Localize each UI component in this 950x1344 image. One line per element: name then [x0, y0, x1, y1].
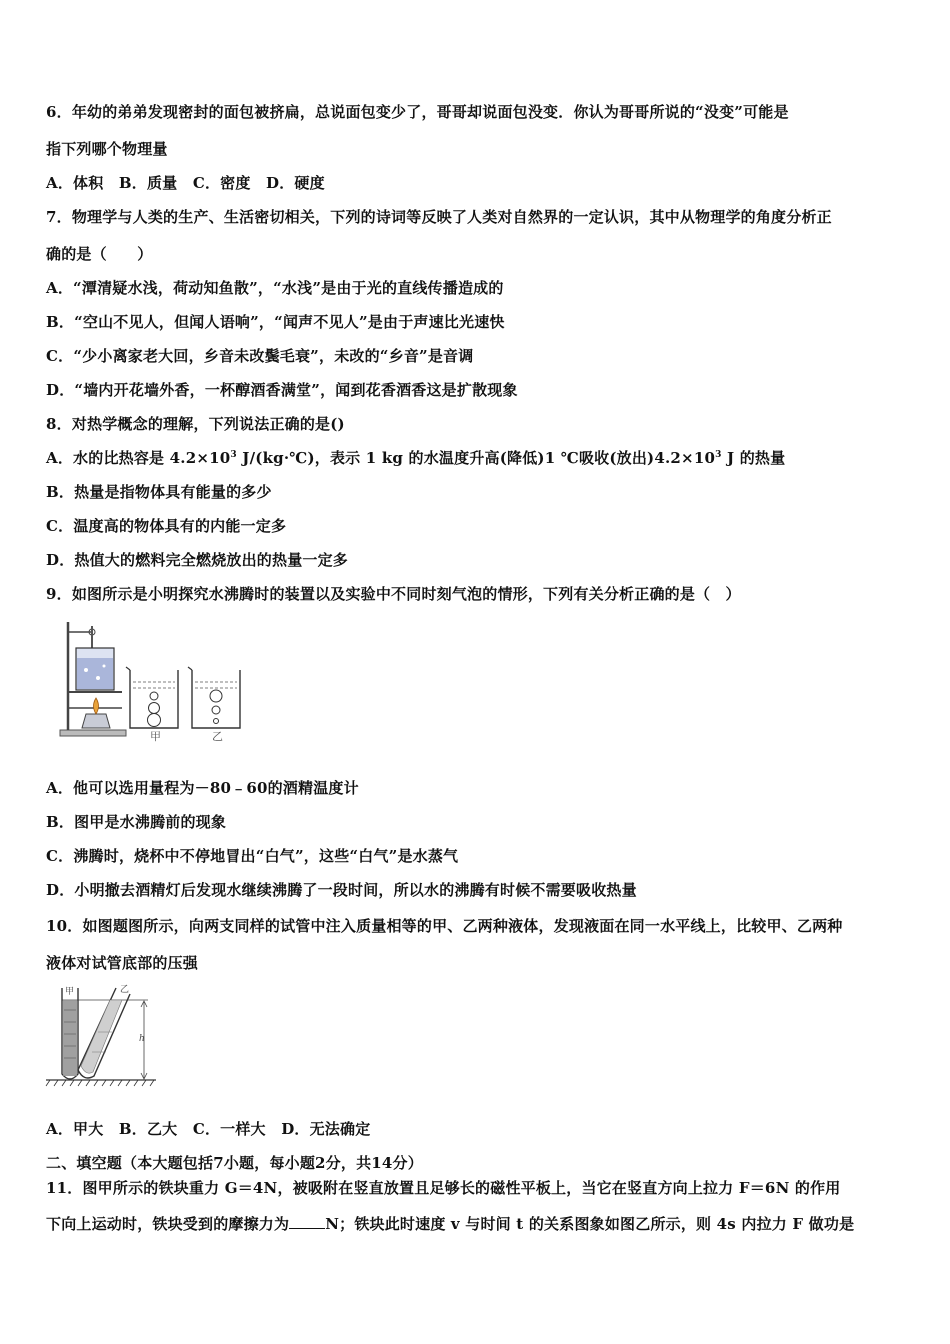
q7-option-c: C．“少小离家老大回，乡音未改鬓毛衰”，未改的“乡音”是音调 [46, 347, 474, 365]
q6-option-b: B．质量 [118, 174, 178, 192]
q9-label-yi: 乙 [212, 730, 223, 743]
q11-line2: 下向上运动时，铁块受到的摩擦力为 N；铁块此时速度 v 与时间 t 的关系图象如图乙所示，则 4s 内拉力 F 做功是 [46, 1215, 855, 1233]
q11-answer-blank[interactable] [289, 1214, 325, 1229]
q9-option-b: B．图甲是水沸腾前的现象 [46, 813, 227, 831]
q6-stem-line1: 6．年幼的弟弟发现密封的面包被挤扁，总说面包变少了，哥哥却说面包没变．你认为哥哥所说的“没变”可能是 [46, 103, 789, 121]
q8-option-b: B．热量是指物体具有能量的多少 [46, 483, 272, 501]
q9-label-jia: 甲 [150, 730, 161, 743]
q10-options [46, 1119, 380, 1139]
section2-heading: 二、填空题（本大题包括7小题，每小题2分，共14分） [46, 1154, 423, 1172]
q6-option-a: A．体积 [46, 174, 104, 192]
q6-stem-line2: 指下列哪个物理量 [46, 140, 168, 158]
q6-options [46, 173, 335, 193]
q8-option-d: D．热值大的燃料完全燃烧放出的热量一定多 [46, 551, 349, 569]
q10-label-jia: 甲 [65, 987, 75, 997]
q10-label-yi: 乙 [120, 985, 130, 995]
q10-figure-test-tubes [44, 982, 159, 1092]
q10-option-b: B．乙大 [118, 1120, 178, 1138]
q10-stem-line1: 10．如图题图所示，向两支同样的试管中注入质量相等的甲、乙两种液体，发现液面在同一水平线上，比较甲、乙两种 [46, 917, 843, 935]
q9-stem: 9．如图所示是小明探究水沸腾时的装置以及实验中不同时刻气泡的情形，下列有关分析正确的是（ ） [46, 585, 741, 603]
q11-line1: 11．图甲所示的铁块重力 G＝4N，被吸附在竖直放置且足够长的磁性平板上，当它在竖直方向上拉力 F＝6N 的作用 [46, 1179, 841, 1197]
q10-label-h: h [139, 1034, 145, 1044]
q7-option-d: D．“墙内开花墙外香，一杯醇酒香满堂”，闻到花香酒香这是扩散现象 [46, 381, 518, 399]
q8-stem: 8．对热学概念的理解，下列说法正确的是() [46, 415, 345, 433]
q8-option-c: C．温度高的物体具有的内能一定多 [46, 517, 287, 535]
q9-option-c: C．沸腾时，烧杯中不停地冒出“白气”，这些“白气”是水蒸气 [46, 847, 459, 865]
q8-option-a: A．水的比热容是 $4.2\times 10^3$ J/(kg·℃)，表示 1 kg 的水温度升高(降低)1 ℃吸收(放出)$4.2\times 10^3$ J 的热量 [46, 449, 786, 467]
q7-stem-line1: 7．物理学与人类的生产、生活密切相关，下列的诗词等反映了人类对自然界的一定认识，其中从物理学的角度分析正 [46, 208, 832, 226]
q9-figure-boiling-apparatus [56, 618, 251, 744]
q7-option-a: A．“潭清疑水浅，荷动知鱼散”，“水浅”是由于光的直线传播造成的 [46, 279, 504, 297]
q9-option-d: D．小明撤去酒精灯后发现水继续沸腾了一段时间，所以水的沸腾有时候不需要吸收热量 [46, 881, 637, 899]
q7-option-b: B．“空山不见人，但闻人语响”，“闻声不见人”是由于声速比光速快 [46, 313, 505, 331]
q10-stem-line2: 液体对试管底部的压强 [46, 954, 199, 972]
q6-option-d: D．硬度 [266, 174, 325, 192]
q10-option-c: C．一样大 [192, 1120, 266, 1138]
q10-option-d: D．无法确定 [281, 1120, 371, 1138]
q7-stem-line2: 确的是（ ） [46, 245, 153, 263]
q6-option-c: C．密度 [192, 174, 251, 192]
q10-option-a: A．甲大 [46, 1120, 104, 1138]
q9-option-a: A．他可以选用量程为－80﹣60的酒精温度计 [46, 779, 359, 797]
